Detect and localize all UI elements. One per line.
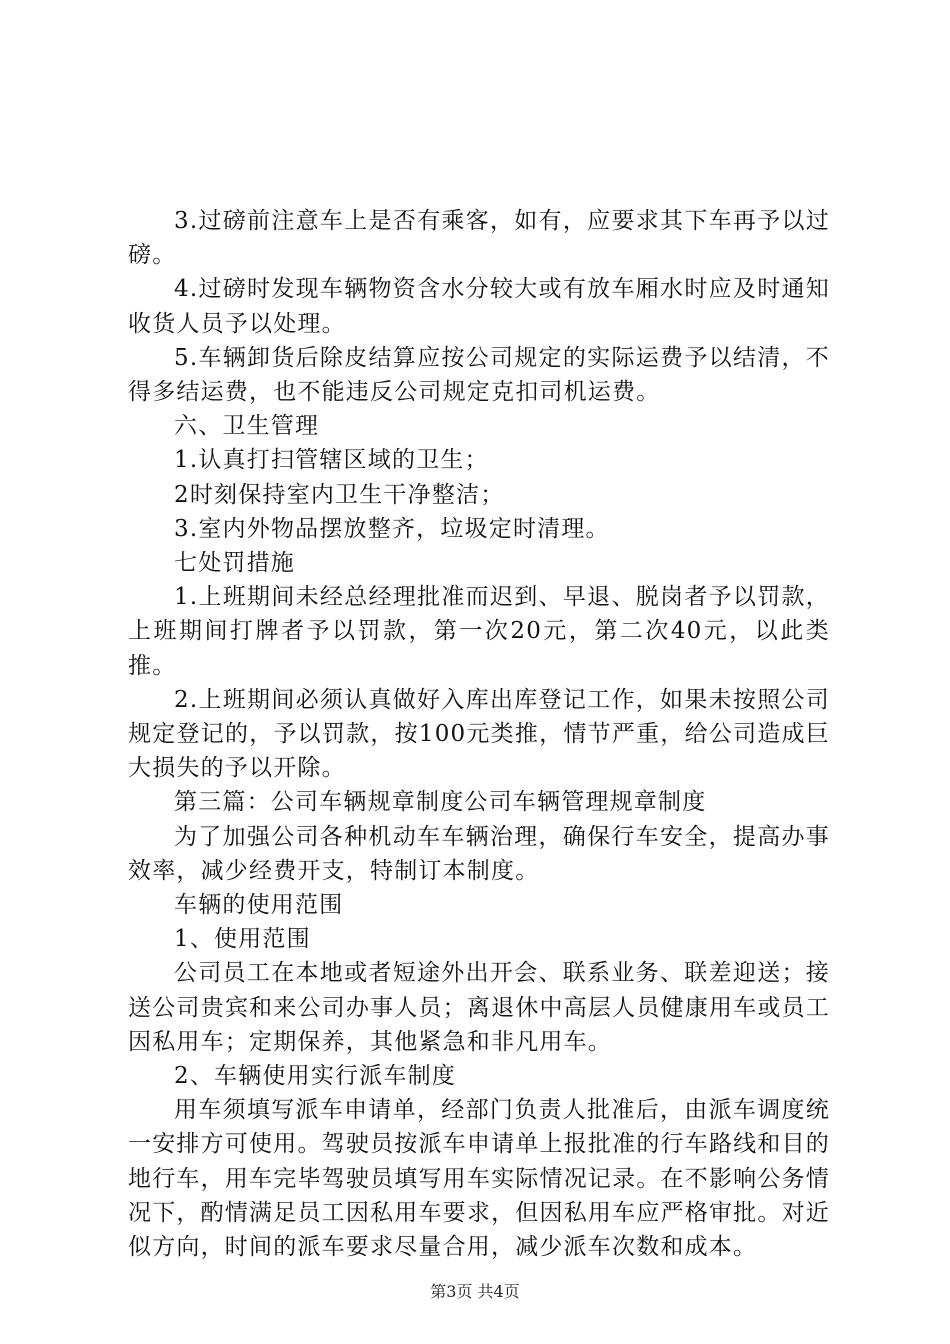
document-body [128, 204, 830, 1264]
subheading-dispatch-system: 2、车辆使用实行派车制度 [174, 1063, 457, 1090]
paragraph-penalty-1: 1.上班期间未经总经理批准而迟到、早退、脱岗者予以罚款，上班期间打牌者予以罚款，第一次20元，第二次40元，以此类推。 [128, 584, 830, 679]
paragraph-weighing-passengers: 3.过磅前注意车上是否有乘客，如有，应要求其下车再予以过磅。 [128, 208, 830, 269]
section-heading-penalties: 七处罚措施 [174, 550, 295, 577]
paragraph-weighing-moisture: 4.过磅时发现车辆物资含水分较大或有放车厢水时应及时通知收货人员予以处理。 [128, 276, 830, 337]
paragraph-hygiene-2: 2时刻保持室内卫生干净整洁； [174, 481, 505, 508]
paragraph-penalty-2: 2.上班期间必须认真做好入库出库登记工作，如果未按照公司规定登记的，予以罚款，按100元类推，情节严重，给公司造成巨大损失的予以开除。 [128, 686, 830, 782]
paragraph-dispatch-system: 用车须填写派车申请单，经部门负责人批准后，由派车调度统一安排方可使用。驾驶员按派车申请单上报批准的行车路线和目的地行车，用车完毕驾驶员填写用车实际情况记录。在不影响公务情况下，酌情满足员工因私用车要求，但因私用车应严格审批。对近似方向，时间的派车要求尽量合用，减少派车次数和成本。 [128, 1097, 830, 1261]
paragraph-hygiene-1: 1.认真打扫管辖区域的卫生； [174, 447, 489, 474]
chapter-heading-vehicle-rules: 第三篇：公司车辆规章制度公司车辆管理规章制度 [174, 789, 707, 816]
paragraph-freight-settlement: 5.车辆卸货后除皮结算应按公司规定的实际运费予以结清，不得多结运费，也不能违反公司规定克扣司机运费。 [128, 344, 830, 406]
section-heading-vehicle-scope: 车辆的使用范围 [174, 892, 344, 919]
section-heading-hygiene: 六、卫生管理 [174, 413, 320, 440]
page-number-footer: 第3页 共4页 [430, 1282, 520, 1301]
subheading-usage-scope: 1、使用范围 [174, 926, 311, 953]
paragraph-hygiene-3: 3.室内外物品摆放整齐，垃圾定时清理。 [174, 515, 610, 542]
paragraph-vehicle-intro: 为了加强公司各种机动车车辆治理，确保行车安全，提高办事效率，减少经费开支，特制订本制度。 [128, 823, 830, 884]
paragraph-usage-scope: 公司员工在本地或者短途外出开会、联系业务、联差迎送；接送公司贵宾和来公司办事人员；离退休中高层人员健康用车或员工因私用车；定期保养，其他紧急和非凡用车。 [128, 960, 830, 1055]
